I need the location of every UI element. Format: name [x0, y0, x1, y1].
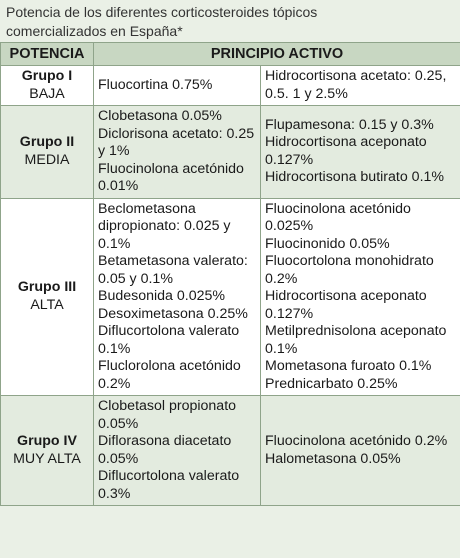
active-ingredient: Clobetasona 0.05% — [98, 108, 222, 124]
group-potency-level: ALTA — [30, 296, 64, 313]
active-ingredient: Hidrocortisona aceponato 0.127% — [265, 288, 427, 322]
active-ingredient-cell — [94, 198, 261, 396]
active-ingredient: Fluocinolona acetónido 0.2% — [265, 433, 448, 449]
active-ingredient: Fluocortina 0.75% — [98, 76, 213, 93]
active-ingredient-cell — [94, 396, 261, 506]
group-name: Grupo IV — [17, 433, 77, 449]
active-ingredient-cell — [261, 396, 460, 506]
active-ingredient: Fluocinolona acetónido 0.01% — [98, 160, 244, 194]
corticosteroid-potency-table — [0, 42, 460, 506]
table-caption — [6, 3, 456, 41]
active-ingredient: Fluocinolona acetónido 0.025% — [265, 200, 411, 234]
active-ingredient: Hidrocortisona acetato: 0.25, 0.5. 1 y 2.5% — [265, 68, 447, 102]
active-ingredient-cell — [261, 66, 460, 106]
group-name: Grupo I — [21, 68, 73, 84]
active-ingredient-cell — [261, 106, 460, 199]
header-principio-activo: PRINCIPIO ACTIVO — [94, 43, 460, 66]
active-ingredient: Desoximetasona 0.25% — [98, 305, 248, 322]
active-ingredient: Hidrocortisona butirato 0.1% — [265, 169, 445, 186]
table-header-row — [1, 43, 460, 66]
active-ingredient: Beclometasona dipropionato: 0.025 y 0.1% — [98, 200, 231, 252]
active-ingredient: Fluocinonido 0.05% — [265, 235, 390, 252]
caption-line-1: Potencia de los diferentes corticosteroides tópicos — [6, 4, 318, 20]
active-ingredient: Clobetasol propionato 0.05% — [98, 398, 237, 432]
group-potency-level: BAJA — [29, 85, 65, 102]
potency-group-cell — [1, 106, 94, 199]
active-ingredient-cell — [94, 66, 261, 106]
active-ingredient: Metilprednisolona aceponato 0.1% — [265, 323, 447, 357]
table-row — [1, 106, 460, 199]
active-ingredient: Budesonida 0.025% — [98, 288, 226, 304]
active-ingredient: Diflorasona diacetato 0.05% — [98, 433, 232, 467]
active-ingredient-cell — [261, 198, 460, 396]
potency-group-cell — [1, 198, 94, 396]
active-ingredient: Diflucortolona valerato 0.1% — [98, 323, 240, 357]
active-ingredient: Mometasona furoato 0.1% — [265, 358, 432, 374]
caption-line-2: comercializados en España* — [6, 23, 183, 39]
potency-group-cell — [1, 66, 94, 106]
header-potencia: POTENCIA — [1, 43, 94, 66]
table-row — [1, 198, 460, 396]
group-potency-level: MEDIA — [24, 151, 70, 168]
active-ingredient-cell — [94, 106, 261, 199]
active-ingredient: Diflucortolona valerato 0.3% — [98, 468, 240, 502]
active-ingredient: Flupamesona: 0.15 y 0.3% — [265, 116, 434, 133]
active-ingredient: Betametasona valerato: 0.05 y 0.1% — [98, 253, 248, 287]
group-name: Grupo III — [17, 279, 77, 296]
active-ingredient: Fluocortolona monohidrato 0.2% — [265, 253, 434, 287]
active-ingredient: Fluclorolona acetónido 0.2% — [98, 358, 241, 392]
active-ingredient: Halometasona 0.05% — [265, 450, 401, 467]
active-ingredient: Prednicarbato 0.25% — [265, 375, 398, 392]
group-name: Grupo II — [19, 134, 75, 151]
group-potency-level: MUY ALTA — [13, 450, 81, 467]
table-row — [1, 396, 460, 506]
table-row — [1, 66, 460, 106]
potency-group-cell — [1, 396, 94, 506]
active-ingredient: Hidrocortisona aceponato 0.127% — [265, 134, 427, 168]
active-ingredient: Diclorisona acetato: 0.25 y 1% — [98, 125, 255, 159]
